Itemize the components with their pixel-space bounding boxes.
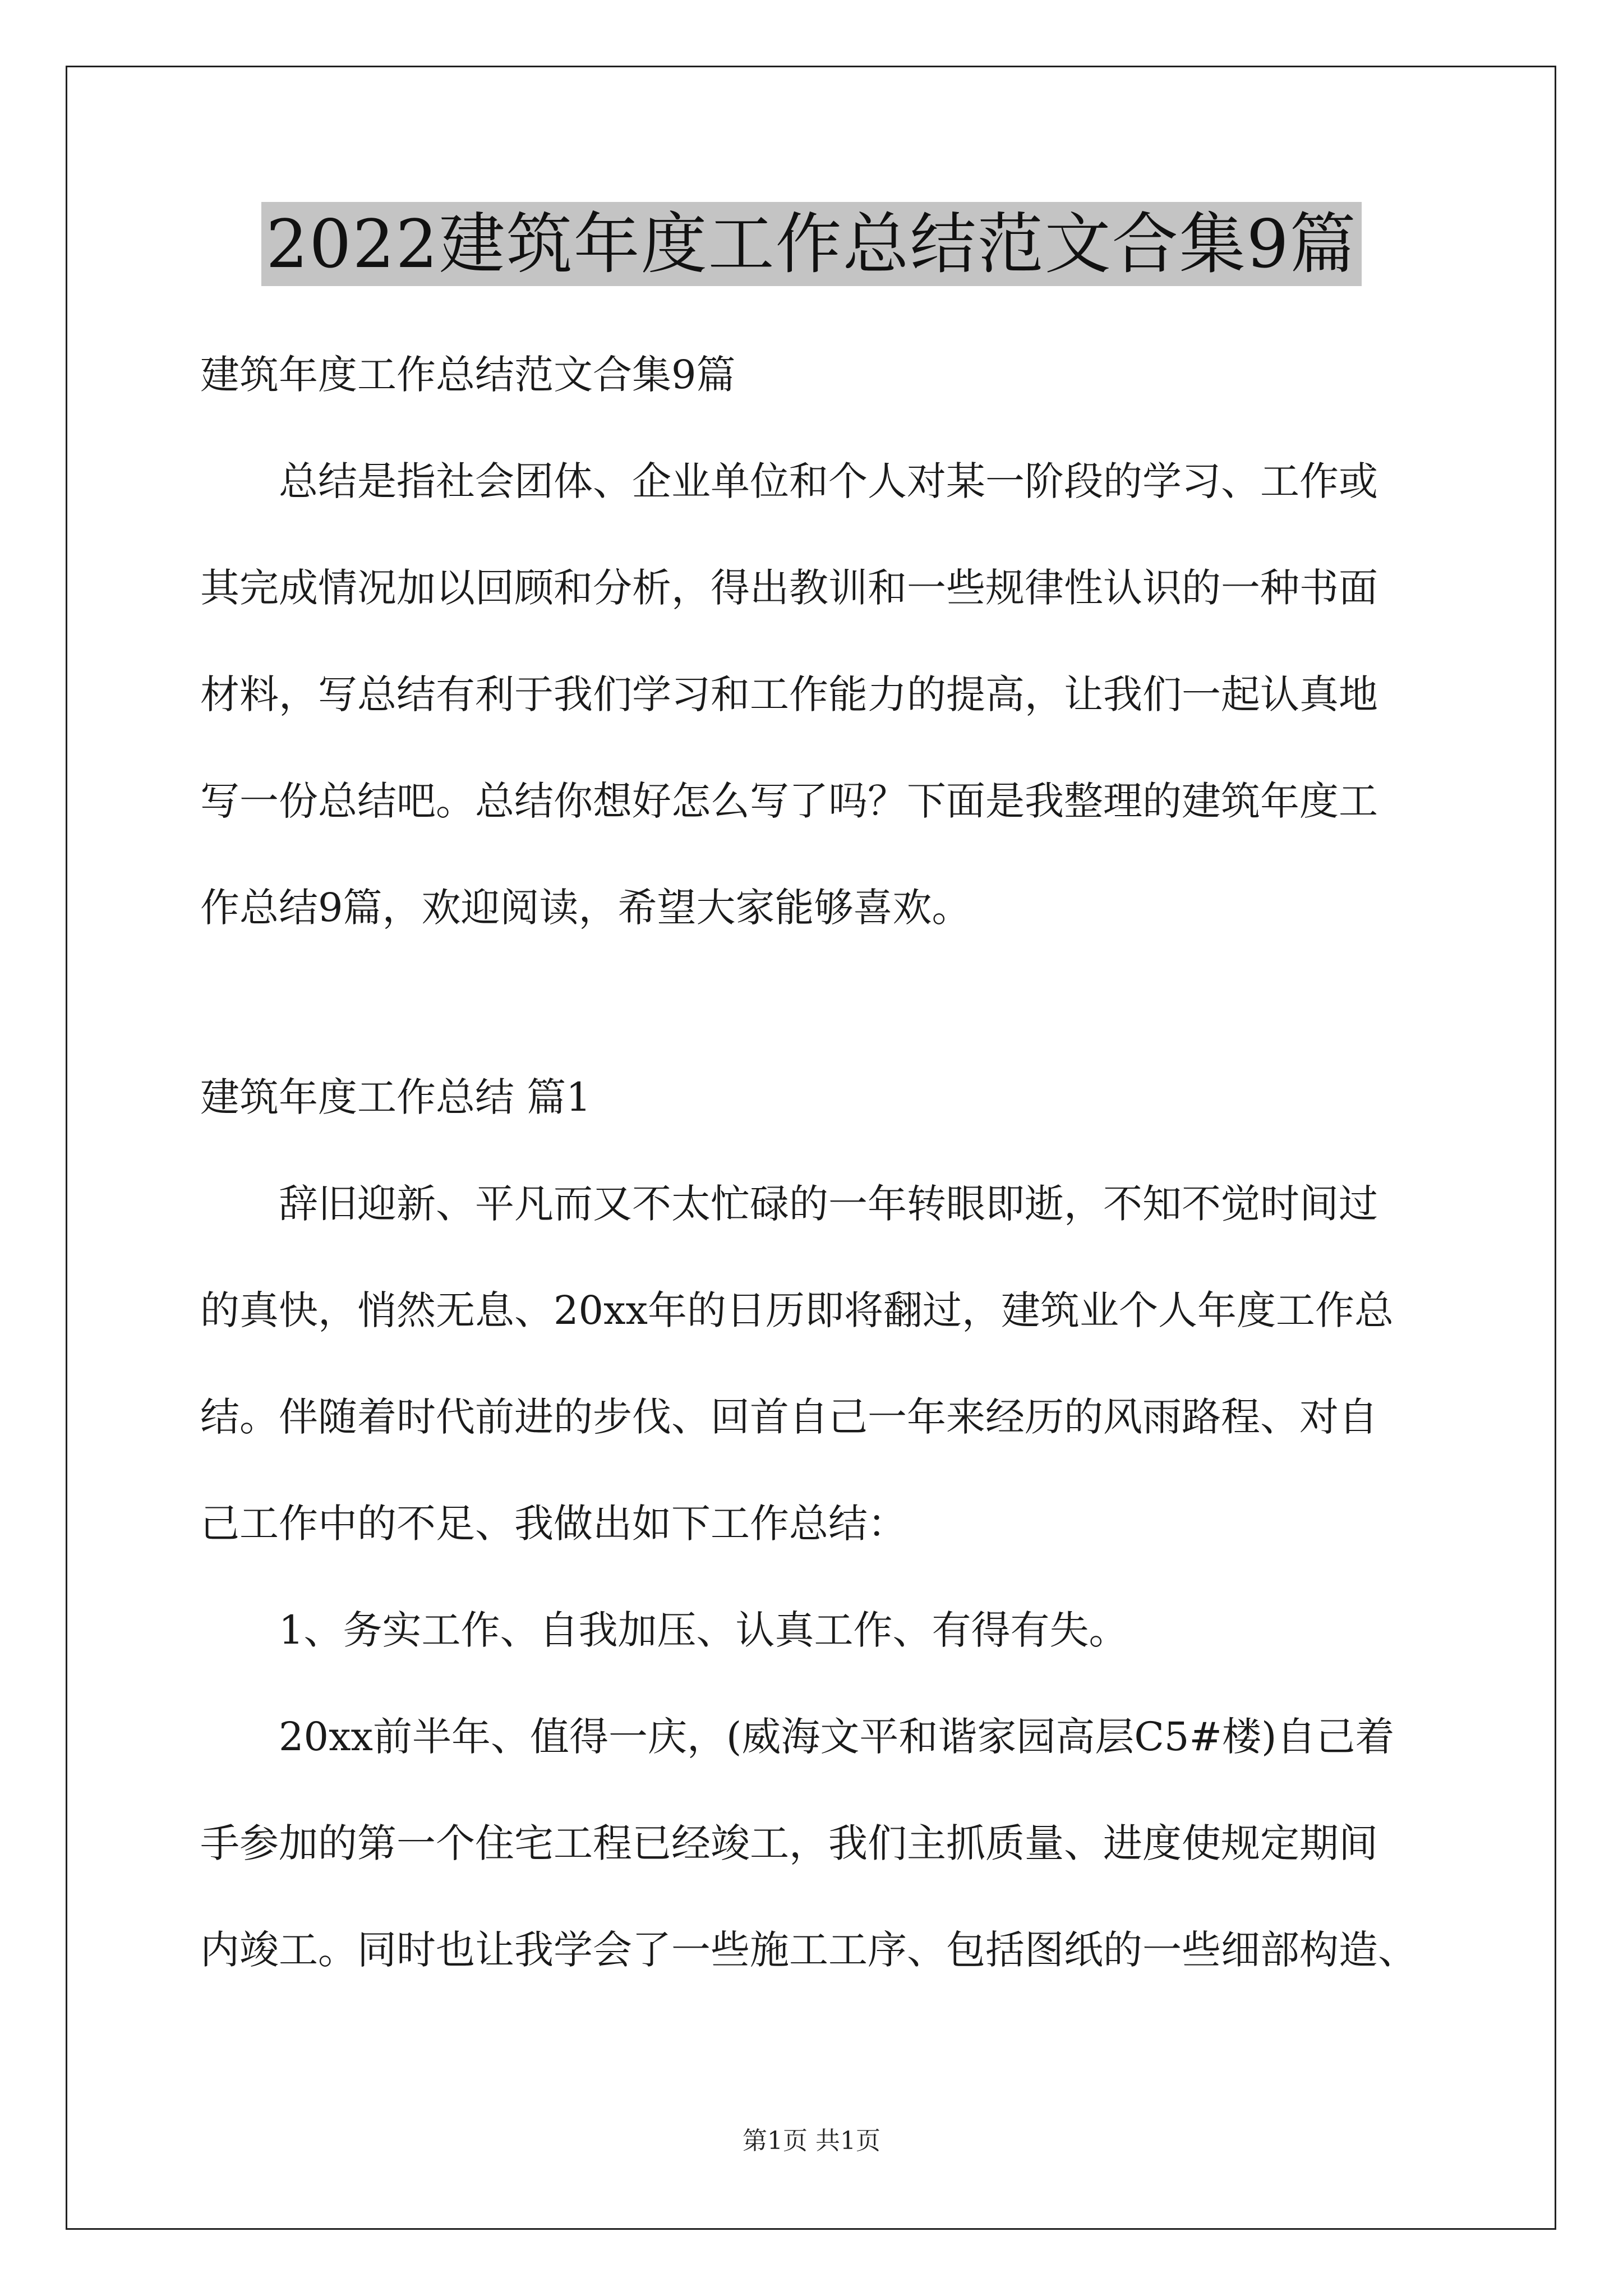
title-container — [0, 202, 1623, 286]
section-line-7: 手参加的第一个住宅工程已经竣工，我们主抓质量、进度使规定期间 — [200, 1820, 1378, 1866]
section-line-2: 的真快，悄然无息、20xx年的日历即将翻过，建筑业个人年度工作总 — [200, 1287, 1394, 1333]
intro-line-4: 写一份总结吧。总结你想好怎么写了吗？下面是我整理的建筑年度工 — [200, 778, 1378, 824]
document-title: 2022建筑年度工作总结范文合集9篇 — [261, 202, 1361, 286]
section-line-4: 己工作中的不足、我做出如下工作总结： — [200, 1501, 907, 1547]
section-line-5: 1、务实工作、自我加压、认真工作、有得有失。 — [279, 1607, 1128, 1653]
intro-line-2: 其完成情况加以回顾和分析，得出教训和一些规律性认识的一种书面 — [200, 565, 1378, 611]
section-line-1: 辞旧迎新、平凡而又不太忙碌的一年转眼即逝，不知不觉时间过 — [279, 1181, 1378, 1227]
section-line-3: 结。伴随着时代前进的步伐、回首自己一年来经历的风雨路程、对自 — [200, 1394, 1378, 1440]
section-heading: 建筑年度工作总结 篇1 — [200, 1074, 591, 1120]
intro-line-3: 材料，写总结有利于我们学习和工作能力的提高，让我们一起认真地 — [200, 671, 1378, 717]
section-line-8: 内竣工。同时也让我学会了一些施工工序、包括图纸的一些细部构造、 — [200, 1927, 1417, 1973]
page-footer: 第1页 共1页 — [743, 2127, 880, 2155]
section-line-6: 20xx前半年、值得一庆，(威海文平和谐家园高层C5#楼)自己着 — [279, 1714, 1395, 1760]
intro-line-5: 作总结9篇，欢迎阅读，希望大家能够喜欢。 — [200, 885, 971, 931]
document-subtitle: 建筑年度工作总结范文合集9篇 — [200, 352, 736, 398]
intro-line-1: 总结是指社会团体、企业单位和个人对某一阶段的学习、工作或 — [279, 458, 1378, 504]
